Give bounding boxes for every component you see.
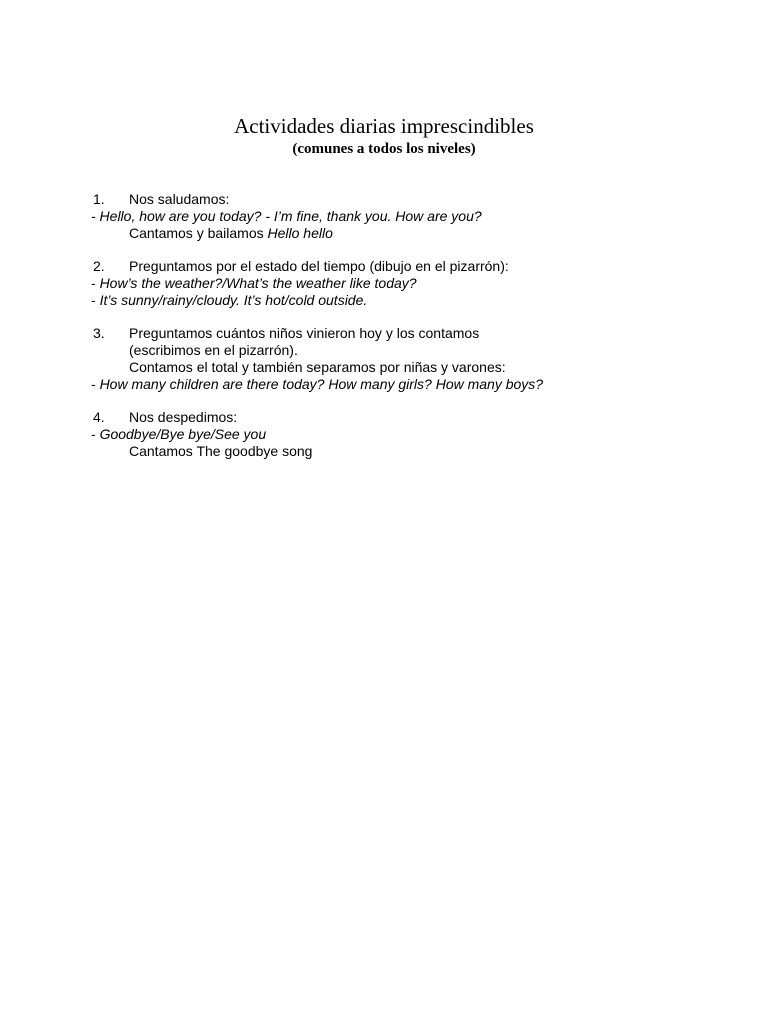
section-2-number: 2. <box>93 258 105 274</box>
section-1-dialogue <box>91 208 482 225</box>
section-2-dialogue-1-text: How’s the weather?/What’s the weather like today? <box>99 275 417 291</box>
document-subtitle: (comunes a todos los niveles) <box>292 141 476 157</box>
section-3-heading-3: Contamos el total y también separamos por niñas y varones: <box>129 359 506 375</box>
section-1-number: 1. <box>93 191 105 207</box>
section-3-dialogue-text: How many children are there today? How many girls? How many boys? <box>99 376 544 392</box>
section-4-heading: Nos despedimos: <box>129 409 238 425</box>
section-3-number: 3. <box>93 325 105 341</box>
section-4-dialogue-dash: - <box>91 426 100 442</box>
section-1-note-prefix: Cantamos y bailamos <box>129 225 268 241</box>
section-3-dialogue <box>91 376 543 393</box>
section-1-dialogue-text: - Hello, how are you today? - I’m fine, thank you. How are you? <box>91 208 482 224</box>
section-2-dialogue-2-text: It’s sunny/rainy/cloudy. It’s hot/cold outside. <box>99 292 368 308</box>
section-4-note: Cantamos The goodbye song <box>129 443 313 459</box>
section-3-dialogue-dash: - <box>91 376 100 392</box>
section-4-dialogue <box>91 426 266 443</box>
section-1-note-song: Hello hello <box>267 225 333 241</box>
section-2-dialogue-2 <box>91 292 367 309</box>
section-4-number: 4. <box>93 409 105 425</box>
document-title: Actividades diarias imprescindibles <box>234 114 534 138</box>
section-3-heading-1: Preguntamos cuántos niños vinieron hoy y los contamos <box>129 325 480 341</box>
section-3-heading-2: (escribimos en el pizarrón). <box>129 342 298 358</box>
section-2-dialogue-1-dash: - <box>91 275 100 291</box>
section-2-dialogue-1 <box>91 275 417 292</box>
section-1-note <box>129 225 333 242</box>
section-2-dialogue-2-dash: - <box>91 292 100 308</box>
section-1-heading: Nos saludamos: <box>129 191 230 207</box>
section-4-dialogue-text: Goodbye/Bye bye/See you <box>99 426 267 442</box>
section-2-heading: Preguntamos por el estado del tiempo (dibujo en el pizarrón): <box>129 258 509 274</box>
